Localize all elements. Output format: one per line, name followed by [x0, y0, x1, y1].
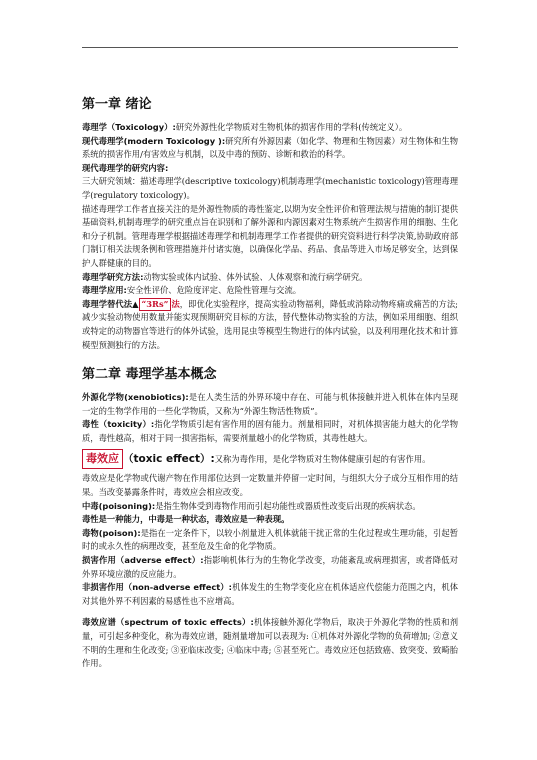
highlight-3rs: “3Rs” — [139, 298, 172, 311]
para-alternatives: 毒理学替代法▲ “3Rs” 法，即优化实验程序，提高实验动物福利，降低或消除动物疼痛或痛苦的方法; 减少实验动物使用数量并能实现预期研究目标的方法，替代整体动物实验的方法，例如采用细胞、组织或特定的动物器官等进行的体外试验，选用昆虫等模型生物进行的体内试验，以及利用理化技术和计算模型预测独行的方法。 — [82, 298, 458, 350]
para-poisoning: 中毒(poisoning):是指生物体受到毒物作用而引起功能性或器质性改变后出现的疾病状态。 — [82, 500, 421, 511]
highlight-toxic-effect: 毒效应 — [82, 449, 123, 469]
chapter2-title: 第二章 毒理学基本概念 — [82, 367, 217, 383]
para-research-fields: 三大研究领域：描述毒理学(descriptive toxicology)机制毒理学(mechanistic toxicology)管理毒理学(regulatory toxicology)。 — [82, 176, 458, 200]
chapter1-title: 第一章 绪论 — [82, 97, 152, 112]
para-application: 毒理学应用:安全性评价、危险度评定、危险性管理与交流。 — [82, 285, 302, 296]
para-description: 描述毒理学工作者直接关注的是外源性物质的毒性鉴定,以期为安全性评价和管理法规与措施的制订提供基础资料,机制毒理学的研究重点旨在识别和了解外源和内源因素对生物系统产生损害作用的细胞、生化和分子机制。管理毒理学根据描述毒理学和机制毒理学工作者提供的研究资料进行科学决策,协助政府部门制订相关法规条例和管理措施并付诸实施，以确保化学品、药品、食品等进入市场足够安全，达到保护人群健康的目的。 — [82, 203, 459, 268]
para-adverse: 损害作用（adverse effect）:指影响机体行为的生物化学改变，功能紊乱或病理损害，或者降低对外界环境应激的反应能力。 — [82, 555, 458, 579]
header-rule — [82, 47, 458, 48]
heading-research-fields: 现代毒理学的研究内容: — [82, 162, 169, 173]
para-poisoning-state: 毒性是一种能力，中毒是一种状态，毒效应是一种表现。 — [82, 514, 290, 525]
para-spectrum: 毒效应谱（spectrum of toxic effects）:机体接触外源化学物后，取决于外源化学物的性质和剂量，可引起多种变化，称为毒效应谱，随剂量增加可以表现为: ①机体对外源化学物的负荷增加; ②意义不明的生理和生化改变; ③亚临床改变; ④临床中毒; ⑤甚至死亡。毒效应还包括致癌、致突变、致畸胎作用。 — [82, 617, 458, 669]
para-methods: 毒理学研究方法:动物实验或体内试验、体外试验、人体观察和流行病学研究。 — [82, 271, 368, 282]
para-non-adverse: 非损害作用（non-adverse effect）:机体发生的生物学变化应在机体适应代偿能力范围之内，机体对其他外界不利因素的易感性也不应增高。 — [82, 582, 458, 606]
para-toxic-effect: 毒效应 （toxic effect）:又称为毒作用，是化学物质对生物体健康引起的有害作用。 — [82, 449, 458, 469]
para-toxicology: 毒理学（Toxicology）:研究外源性化学物质对生物机体的损害作用的学科(传统定义）。 — [82, 122, 408, 132]
para-poison: 毒物(poison):是指在一定条件下，以较小剂量进入机体就能干扰正常的生化过程或生理功能，引起暂时的或永久性的病理改变，甚至危及生命的化学物质。 — [82, 527, 458, 552]
document-content — [82, 96, 458, 671]
para-xenobiotics: 外源化学物(xenobiotics):是在人类生活的外界环境中存在、可能与机体接触并进入机体在体内呈现一定的生物学作用的一些化学物质，又称为“外源生物活性物质”。 — [82, 392, 458, 416]
para-modern-toxicology: 现代毒理学(modern Toxicology ):研究所有外源因素（如化学、物理和生物因素）对生物体和生物系统的损害作用/有害效应与机制，以及中毒的预防、诊断和救治的科学。 — [82, 135, 458, 160]
para-effect-detail: 毒效应是化学物或代谢产物在作用部位达到一定数量并停留一定时间，与组织大分子成分互相作用的结果。当改变暴露条件时，毒效应会相应改变。 — [82, 473, 458, 498]
para-toxicity: 毒性（toxicity）:指化学物质引起有害作用的固有能力。剂量相同时，对机体损害能力越大的化学物质，毒性越高，相对于同一损害指标，需要剂量越小的化学物质，其毒性越大。 — [82, 419, 458, 443]
